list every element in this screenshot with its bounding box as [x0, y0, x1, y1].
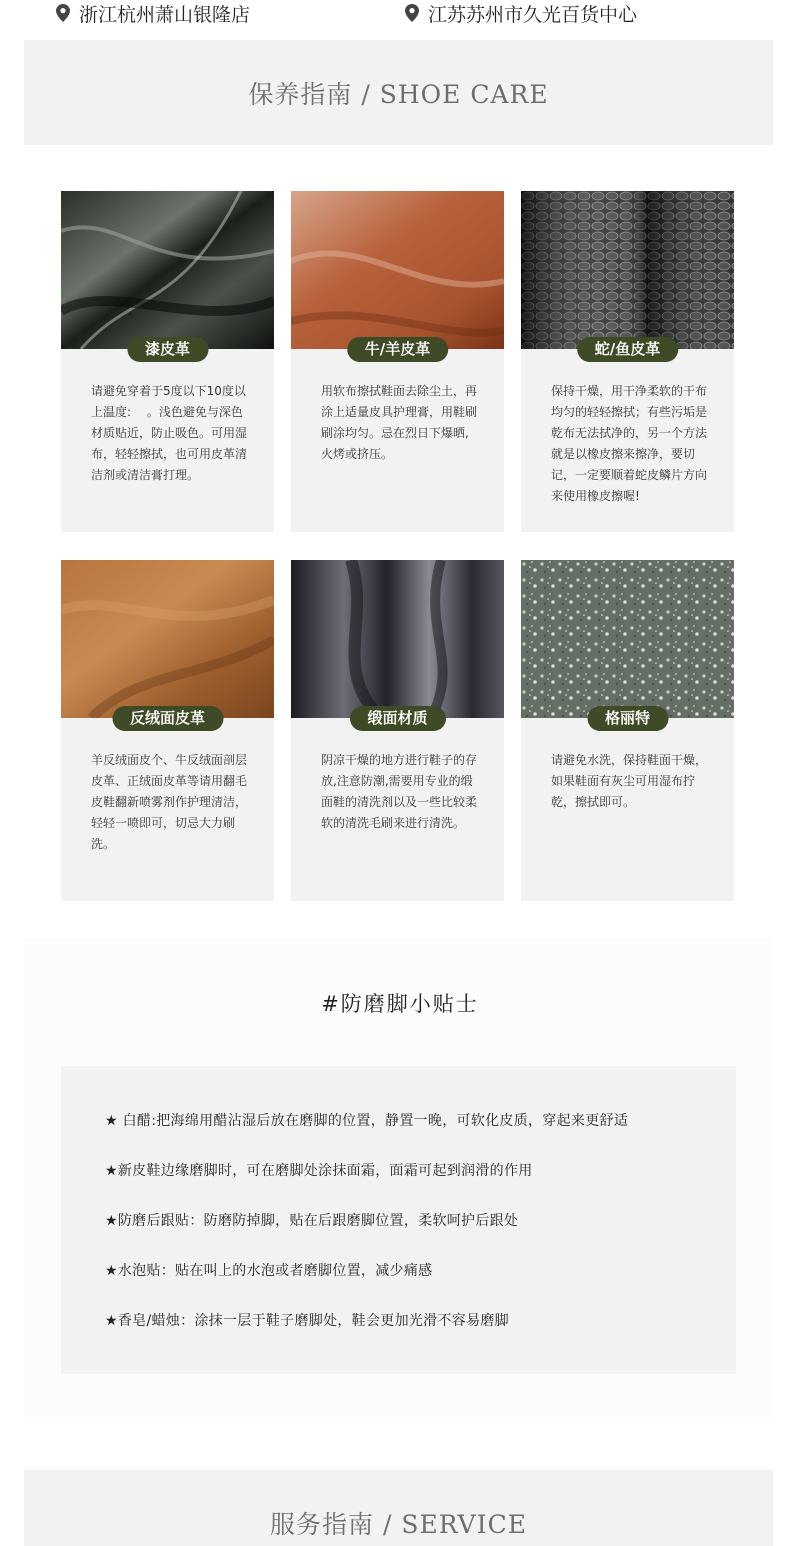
suede-image — [61, 560, 274, 718]
shoe-care-title: 保养指南 / SHOE CARE — [248, 79, 549, 109]
care-description: 用软布擦拭鞋面去除尘土，再涂上适量皮具护理膏，用鞋刷刷涂均匀。忌在烈日下爆晒,火烤或挤压。 — [321, 384, 478, 461]
material-tag: 蛇/鱼皮革 — [577, 337, 678, 362]
care-description: 请避免水洗，保持鞋面干燥，如果鞋面有灰尘可用湿布拧乾，擦拭即可。 — [551, 753, 708, 809]
material-tag: 反绒面皮革 — [112, 706, 223, 731]
care-card-patent-leather — [61, 191, 274, 532]
store-name: 江苏苏州市久光百货中心 — [428, 3, 638, 26]
tips-title: #防磨脚小贴士 — [321, 992, 479, 1016]
location-pin-icon — [405, 4, 419, 22]
material-tag: 漆皮革 — [127, 337, 208, 362]
store-item[interactable] — [56, 0, 250, 26]
care-description: 请避免穿着于5度以下10度以上温度: 。浅色避免与深色材质贴近，防止吸色。可用湿布，轻轻擦拭，也可用皮革清洁剂或清洁膏打理。 — [91, 384, 248, 482]
tip-item: ★防磨后跟贴：防磨防掉脚，贴在后跟磨脚位置，柔软呵护后跟处 — [105, 1213, 519, 1229]
store-name: 浙江杭州萧山银隆店 — [79, 3, 251, 26]
care-card-glitter — [521, 560, 734, 901]
store-item[interactable] — [405, 0, 637, 26]
glitter-image — [521, 560, 734, 718]
material-tag: 缎面材质 — [349, 706, 445, 731]
care-card-suede — [61, 560, 274, 901]
satin-image — [291, 560, 504, 718]
service-title: 服务指南 / SERVICE — [270, 1510, 527, 1539]
tip-item: ★ 白醋:把海绵用醋沾湿后放在磨脚的位置，静置一晚，可软化皮质，穿起来更舒适 — [105, 1113, 629, 1129]
snake-fish-leather-image — [521, 191, 734, 349]
care-card-cow-sheep-leather — [291, 191, 504, 532]
service-banner — [24, 1470, 773, 1546]
care-card-snake-fish-leather — [521, 191, 734, 532]
care-description: 保持干燥，用干净柔软的干布均匀的轻轻擦拭；有些污垢是乾布无法拭净的，另一个方法就是以橡皮擦来擦净，要切记，一定要顺着蛇皮鳞片方向来使用橡皮擦喔! — [551, 384, 708, 503]
shoe-care-banner — [24, 40, 773, 145]
material-tag: 格丽特 — [587, 706, 668, 731]
material-tag: 牛/羊皮革 — [347, 337, 448, 362]
cow-sheep-leather-image — [291, 191, 504, 349]
tips-list — [61, 1066, 736, 1374]
store-list — [0, 0, 800, 30]
patent-leather-image — [61, 191, 274, 349]
location-pin-icon — [56, 4, 70, 22]
tip-item: ★水泡贴：贴在叫上的水泡或者磨脚位置，减少痛感 — [105, 1263, 433, 1279]
care-card-satin — [291, 560, 504, 901]
care-description: 羊反绒面皮个、牛反绒面剖层皮革、正绒面皮革等请用翻毛皮鞋翻新喷雾剂作护理清洁，轻轻一喷即可，切忌大力刷洗。 — [91, 753, 248, 851]
care-description: 阴凉干燥的地方进行鞋子的存放,注意防潮,需要用专业的缎面鞋的清洗剂以及一些比较柔软的清洗毛刷来进行清洗。 — [321, 753, 478, 830]
tip-item: ★新皮鞋边缘磨脚时，可在磨脚处涂抹面霜，面霜可起到润滑的作用 — [105, 1163, 533, 1179]
tip-item: ★香皂/蜡烛：涂抹一层于鞋子磨脚处，鞋会更加光滑不容易磨脚 — [105, 1313, 509, 1329]
